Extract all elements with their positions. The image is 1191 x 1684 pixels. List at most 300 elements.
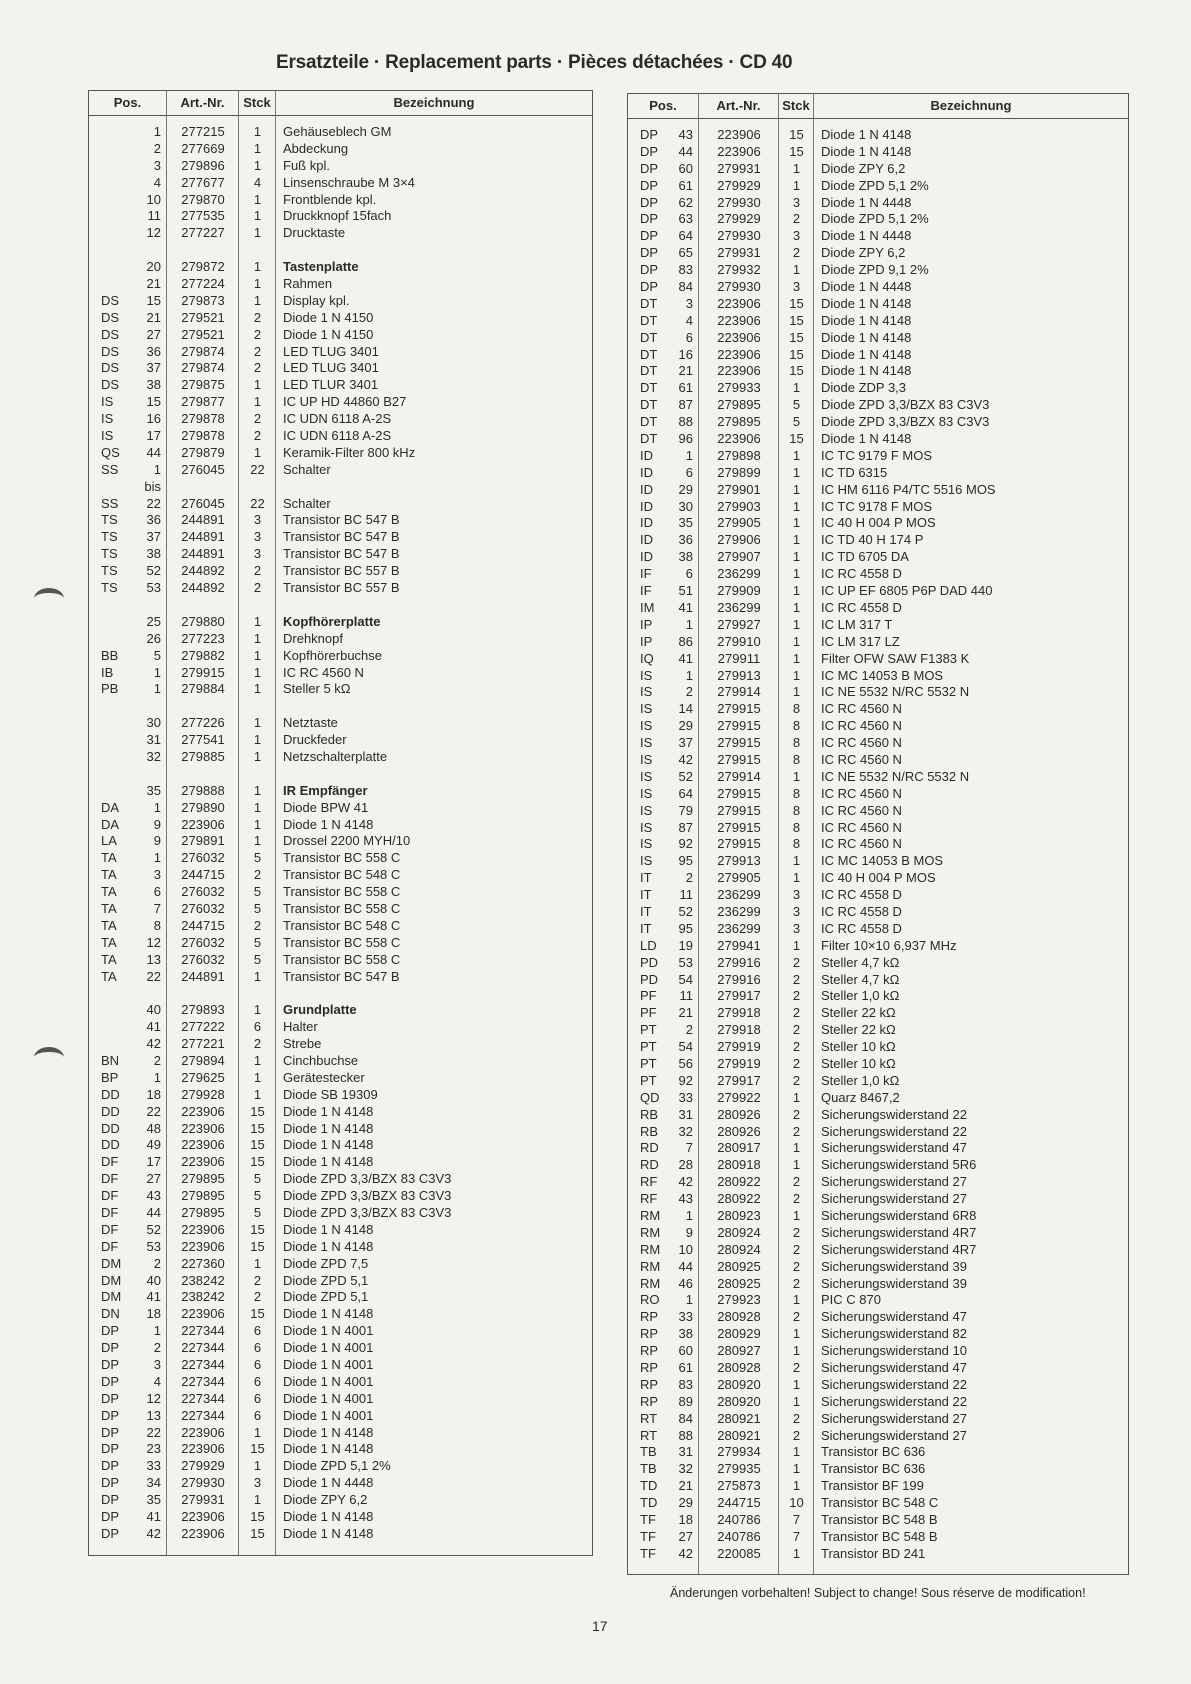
cell-pos	[89, 1036, 167, 1053]
table-row	[89, 276, 592, 293]
cell-pos	[628, 684, 699, 701]
cell-description: Sicherungswiderstand 22	[821, 1106, 967, 1122]
cell-art-nr: 238242	[181, 1289, 225, 1305]
cell-description: Diode 1 N 4148	[283, 1154, 374, 1170]
cell-pos	[628, 431, 699, 448]
cell-description: IC RC 4560 N	[821, 802, 902, 818]
cell-description: Sicherungswiderstand 22	[821, 1123, 967, 1139]
pos-prefix: DP	[640, 143, 659, 159]
pos-number: 21	[678, 1005, 693, 1021]
pos-number: 54	[678, 971, 693, 987]
cell-art-nr: 275873	[717, 1478, 761, 1494]
table-row	[89, 225, 592, 242]
table-row	[628, 769, 1128, 786]
cell-art-nr: 279932	[717, 262, 761, 278]
pos-number: 64	[678, 785, 693, 801]
cell-pos	[89, 783, 167, 800]
cell-qty: 1	[792, 650, 801, 666]
pos-number: 12	[146, 1390, 161, 1406]
cell-qty: 8	[792, 735, 801, 751]
cell-qty: 5	[792, 414, 801, 430]
pos-prefix: SS	[101, 495, 119, 511]
cell-pos	[89, 293, 167, 310]
table-row	[628, 1394, 1128, 1411]
cell-description	[276, 479, 592, 496]
cell-qty: 1	[792, 633, 801, 649]
cell-art-nr: 277221	[181, 1036, 225, 1052]
pos-prefix: DP	[640, 245, 659, 261]
table-row	[89, 394, 592, 411]
cell-pos	[628, 786, 699, 803]
cell-art-nr: 279910	[717, 633, 761, 649]
cell-pos	[89, 1408, 167, 1425]
cell-pos	[628, 144, 699, 161]
pos-prefix: IT	[640, 920, 652, 936]
cell-pos	[89, 1306, 167, 1323]
pos-number: 42	[678, 1545, 693, 1561]
pos-number: 40	[146, 1272, 161, 1288]
pos-number: 19	[678, 937, 693, 953]
cell-pos	[89, 1475, 167, 1492]
pos-prefix: DP	[101, 1357, 120, 1373]
cell-pos	[89, 1273, 167, 1290]
pos-number: 33	[678, 1309, 693, 1325]
table-row	[628, 955, 1128, 972]
pos-number: 12	[146, 225, 161, 241]
pos-number: 44	[146, 444, 161, 460]
table-header	[628, 94, 1128, 119]
pos-prefix: TF	[640, 1512, 656, 1528]
pos-number: bis	[144, 478, 161, 494]
cell-qty: 3	[253, 1475, 262, 1491]
cell-qty: 1	[792, 380, 801, 396]
cell-description: Sicherungswiderstand 22	[821, 1376, 967, 1392]
cell-pos	[89, 732, 167, 749]
pos-number: 2	[153, 140, 161, 156]
pos-number: 37	[678, 735, 693, 751]
table-row	[628, 786, 1128, 803]
cell-qty: 2	[253, 343, 262, 359]
pos-number: 31	[146, 732, 161, 748]
cell-qty: 2	[792, 1123, 801, 1139]
cell-qty: 2	[253, 428, 262, 444]
table-row	[89, 1256, 592, 1273]
cell-description: Steller 10 kΩ	[821, 1039, 896, 1055]
pos-number: 27	[678, 1528, 693, 1544]
table-row	[89, 1306, 592, 1323]
cell-description: Druckfeder	[283, 732, 347, 748]
pos-number: 33	[146, 1458, 161, 1474]
pos-number: 25	[146, 613, 161, 629]
cell-qty: 1	[792, 853, 801, 869]
cell-pos	[628, 921, 699, 938]
table-row	[628, 1495, 1128, 1512]
cell-description: Sicherungswiderstand 47	[821, 1309, 967, 1325]
pos-prefix: TB	[640, 1444, 657, 1460]
cell-art-nr: 279884	[181, 681, 225, 697]
cell-qty: 1	[792, 160, 801, 176]
cell-art-nr: 279930	[717, 194, 761, 210]
cell-description: Diode ZPD 3,3/BZX 83 C3V3	[283, 1188, 452, 1204]
cell-qty: 2	[253, 867, 262, 883]
pos-number: 64	[678, 228, 693, 244]
pos-prefix: IS	[101, 394, 114, 410]
pos-number: 31	[678, 1106, 693, 1122]
table-row	[89, 1137, 592, 1154]
cell-art-nr: 279928	[181, 1086, 225, 1102]
cell-art-nr: 227344	[181, 1357, 225, 1373]
cell-qty: 1	[792, 177, 801, 193]
pos-prefix: IT	[640, 870, 652, 886]
cell-pos	[628, 566, 699, 583]
pos-number: 6	[685, 566, 693, 582]
pos-prefix: DP	[640, 177, 659, 193]
cell-art-nr: 277535	[181, 208, 225, 224]
table-row	[628, 363, 1128, 380]
table-row	[628, 870, 1128, 887]
cell-qty: 3	[253, 546, 262, 562]
cell-qty: 5	[253, 934, 262, 950]
cell-art-nr: 279901	[717, 481, 761, 497]
pos-prefix: IS	[640, 751, 653, 767]
pos-number: 16	[146, 411, 161, 427]
cell-description: Diode ZPD 5,1 2%	[283, 1458, 391, 1474]
pos-number: 27	[146, 326, 161, 342]
cell-pos	[89, 580, 167, 597]
pos-number: 11	[679, 988, 693, 1004]
pos-number: 22	[146, 1424, 161, 1440]
cell-description: Steller 10 kΩ	[821, 1055, 896, 1071]
cell-description: Transistor BC 548 B	[821, 1528, 938, 1544]
cell-qty: 1	[253, 1458, 262, 1474]
cell-pos	[89, 800, 167, 817]
cell-art-nr: 223906	[181, 1306, 225, 1322]
cell-description: Diode ZPD 5,1	[283, 1289, 369, 1305]
cell-art-nr: 279915	[717, 802, 761, 818]
pos-prefix: RM	[640, 1241, 661, 1257]
cell-art-nr: 223906	[181, 1509, 225, 1525]
table-row	[89, 681, 592, 698]
cell-qty: 2	[792, 1072, 801, 1088]
pos-number: 38	[678, 1326, 693, 1342]
cell-pos	[628, 1005, 699, 1022]
table-row	[628, 262, 1128, 279]
cell-art-nr: 279895	[181, 1188, 225, 1204]
table-row	[628, 718, 1128, 735]
cell-art-nr: 279911	[717, 650, 761, 666]
table-row	[628, 380, 1128, 397]
pos-number: 29	[678, 1495, 693, 1511]
pos-number: 4	[153, 1373, 161, 1389]
cell-pos	[628, 701, 699, 718]
cell-art-nr: 220085	[717, 1545, 761, 1561]
cell-description: IC RC 4560 N	[821, 701, 902, 717]
cell-art-nr: 227360	[181, 1255, 225, 1271]
pos-prefix: DA	[101, 799, 120, 815]
pos-prefix: IS	[640, 853, 653, 869]
cell-art-nr: 277224	[181, 276, 225, 292]
cell-qty: 1	[792, 1326, 801, 1342]
cell-qty: 10	[789, 1495, 804, 1511]
pos-number: 38	[678, 549, 693, 565]
table-row	[628, 1225, 1128, 1242]
pos-prefix: TA	[101, 850, 117, 866]
pos-number: 44	[678, 143, 693, 159]
cell-art-nr: 223906	[181, 1525, 225, 1541]
table-row	[89, 1492, 592, 1509]
table-row	[628, 1157, 1128, 1174]
cell-description: Keramik-Filter 800 kHz	[283, 444, 416, 460]
pos-number: 2	[153, 1255, 161, 1271]
cell-qty: 15	[250, 1154, 265, 1170]
cell-description: Kopfhörerbuchse	[283, 647, 383, 663]
cell-art-nr: 279913	[717, 853, 761, 869]
header-description: Bezeichnung	[393, 95, 475, 110]
cell-description: Diode 1 N 4001	[283, 1373, 374, 1389]
pos-prefix: DS	[101, 343, 120, 359]
table-row	[628, 1140, 1128, 1157]
table-row	[89, 614, 592, 631]
cell-art-nr: 279919	[717, 1039, 761, 1055]
cell-art-nr: 279931	[181, 1492, 225, 1508]
pos-number: 44	[678, 1258, 693, 1274]
cell-pos	[628, 938, 699, 955]
cell-pos	[89, 1323, 167, 1340]
cell-qty: 8	[792, 836, 801, 852]
cell-description: Gerätestecker	[283, 1069, 365, 1085]
cell-pos	[89, 158, 167, 175]
cell-qty: 5	[253, 850, 262, 866]
cell-description: IC RC 4560 N	[821, 819, 902, 835]
cell-art-nr: 279915	[717, 836, 761, 852]
pos-number: 3	[153, 157, 161, 173]
cell-description: Diode 1 N 4150	[283, 326, 374, 342]
pos-prefix: TA	[101, 917, 117, 933]
cell-art-nr: 279879	[181, 444, 225, 460]
pos-number: 6	[685, 464, 693, 480]
cell-description: Sicherungswiderstand 27	[821, 1174, 967, 1190]
table-row	[628, 499, 1128, 516]
cell-art-nr: 280922	[717, 1174, 761, 1190]
cell-description: IC TD 40 H 174 P	[821, 532, 924, 548]
table-row	[628, 735, 1128, 752]
cell-qty: 1	[792, 447, 801, 463]
table-row	[89, 732, 592, 749]
pos-number: 9	[153, 816, 161, 832]
pos-prefix: DD	[101, 1120, 120, 1136]
table-row	[628, 1174, 1128, 1191]
pos-number: 22	[146, 1103, 161, 1119]
pos-number: 60	[678, 1343, 693, 1359]
pos-number: 10	[146, 191, 161, 207]
pos-number: 87	[678, 397, 693, 413]
cell-description: IC RC 4560 N	[821, 751, 902, 767]
cell-qty: 2	[792, 1005, 801, 1021]
cell-art-nr: 244891	[181, 968, 225, 984]
cell-pos	[89, 208, 167, 225]
table-row	[628, 144, 1128, 161]
cell-art-nr: 277677	[181, 174, 225, 190]
pos-prefix: IT	[640, 887, 652, 903]
cell-pos	[89, 1340, 167, 1357]
cell-qty: 1	[792, 870, 801, 886]
cell-art-nr: 244891	[181, 512, 225, 528]
cell-art-nr: 279915	[717, 701, 761, 717]
pos-number: 16	[678, 346, 693, 362]
pos-prefix: QS	[101, 444, 120, 460]
cell-pos	[628, 363, 699, 380]
cell-description: Diode 1 N 4148	[283, 1525, 374, 1541]
pos-prefix: TS	[101, 546, 118, 562]
table-row	[89, 1222, 592, 1239]
cell-art-nr: 277227	[181, 225, 225, 241]
pos-prefix: DD	[101, 1137, 120, 1153]
cell-qty: 3	[253, 529, 262, 545]
cell-description: Diode ZDP 3,3	[821, 380, 907, 396]
pos-number: 46	[678, 1275, 693, 1291]
table-row	[628, 1444, 1128, 1461]
cell-art-nr: 279922	[717, 1089, 761, 1105]
cell-art-nr: 277541	[181, 732, 225, 748]
cell-pos	[628, 1360, 699, 1377]
cell-pos	[89, 377, 167, 394]
cell-pos	[628, 1428, 699, 1445]
cell-description: Transistor BC 558 C	[283, 900, 401, 916]
cell-pos	[628, 245, 699, 262]
cell-description: IC RC 4560 N	[821, 785, 902, 801]
cell-art-nr: 277226	[181, 715, 225, 731]
cell-description: Diode ZPY 6,2	[821, 160, 906, 176]
header-qty: Stck	[779, 94, 814, 118]
cell-qty: 8	[792, 718, 801, 734]
cell-pos	[89, 1441, 167, 1458]
pos-number: 26	[146, 630, 161, 646]
cell-description: Steller 22 kΩ	[821, 1005, 896, 1021]
cell-description: Display kpl.	[283, 292, 350, 308]
pos-prefix: DT	[640, 295, 658, 311]
pos-prefix: ID	[640, 549, 653, 565]
pos-number: 21	[146, 309, 161, 325]
cell-pos	[628, 161, 699, 178]
cell-qty: 2	[792, 1055, 801, 1071]
cell-pos	[628, 1140, 699, 1157]
header-description: Bezeichnung	[930, 98, 1012, 113]
pos-number: 1	[153, 1069, 161, 1085]
pos-prefix: QD	[640, 1089, 660, 1105]
cell-art-nr: 280921	[717, 1410, 761, 1426]
cell-pos	[628, 617, 699, 634]
cell-pos	[89, 276, 167, 293]
pos-number: 23	[146, 1441, 161, 1457]
cell-qty: 8	[792, 819, 801, 835]
table-row	[89, 1357, 592, 1374]
cell-qty: 6	[253, 1390, 262, 1406]
pos-prefix: RM	[640, 1275, 661, 1291]
pos-number: 35	[146, 782, 161, 798]
cell-art-nr: 279930	[181, 1475, 225, 1491]
pos-prefix: IS	[640, 684, 653, 700]
pos-number: 15	[146, 292, 161, 308]
table-row	[89, 310, 592, 327]
table-row	[628, 921, 1128, 938]
pos-number: 41	[146, 1509, 161, 1525]
pos-number: 1	[153, 461, 161, 477]
cell-pos	[89, 411, 167, 428]
pos-number: 1	[153, 681, 161, 697]
table-row	[628, 1546, 1128, 1563]
cell-description: Diode 1 N 4148	[821, 431, 912, 447]
cell-description: Schalter	[283, 495, 331, 511]
cell-description: Strebe	[283, 1036, 322, 1052]
pos-number: 87	[678, 819, 693, 835]
table-row	[628, 904, 1128, 921]
table-row	[628, 836, 1128, 853]
cell-pos	[628, 127, 699, 144]
pos-prefix: DP	[101, 1390, 120, 1406]
cell-art-nr: 279927	[717, 616, 761, 632]
pos-number: 36	[146, 343, 161, 359]
cell-qty: 1	[253, 968, 262, 984]
cell-pos	[628, 853, 699, 870]
cell-art-nr: 279873	[181, 292, 225, 308]
cell-qty: 6	[253, 1340, 262, 1356]
cell-art-nr: 279895	[717, 414, 761, 430]
cell-description: Drucktaste	[283, 225, 346, 241]
cell-pos	[89, 1357, 167, 1374]
pos-prefix: PD	[640, 971, 659, 987]
pos-number: 92	[678, 836, 693, 852]
cell-description: IC TC 9179 F MOS	[821, 447, 933, 463]
cell-description: Diode SB 19309	[283, 1086, 378, 1102]
pos-number: 2	[153, 1052, 161, 1068]
pos-prefix: DN	[101, 1306, 120, 1322]
cell-description: Sicherungswiderstand 27	[821, 1410, 967, 1426]
cell-qty: 15	[250, 1137, 265, 1153]
cell-art-nr: 236299	[717, 920, 761, 936]
table-row	[89, 1391, 592, 1408]
pos-prefix: DS	[101, 326, 120, 342]
pos-prefix: DP	[101, 1323, 120, 1339]
pos-prefix: SS	[101, 461, 119, 477]
cell-qty: 1	[253, 732, 262, 748]
cell-pos	[89, 1492, 167, 1509]
pos-number: 63	[678, 211, 693, 227]
cell-pos	[628, 1208, 699, 1225]
cell-description: Diode ZPD 5,1 2%	[821, 211, 929, 227]
pos-number: 53	[146, 1238, 161, 1254]
cell-pos	[89, 1222, 167, 1239]
table-row	[628, 1259, 1128, 1276]
table-row	[628, 1242, 1128, 1259]
cell-pos	[628, 634, 699, 651]
page-title: Ersatzteile · Replacement parts · Pièces détachées · CD 40	[276, 52, 793, 73]
pos-number: 6	[685, 329, 693, 345]
pos-number: 4	[685, 312, 693, 328]
table-row	[89, 1323, 592, 1340]
table-row	[89, 1273, 592, 1290]
cell-art-nr: 223906	[717, 329, 761, 345]
pos-prefix: IS	[640, 735, 653, 751]
cell-pos	[628, 955, 699, 972]
cell-art-nr: 279929	[717, 177, 761, 193]
pos-prefix: PB	[101, 681, 119, 697]
cell-art-nr: 279916	[717, 971, 761, 987]
cell-art-nr: 279870	[181, 191, 225, 207]
pos-prefix: RP	[640, 1343, 659, 1359]
pos-number: 14	[678, 701, 693, 717]
cell-qty: 1	[253, 816, 262, 832]
cell-qty: 1	[253, 444, 262, 460]
